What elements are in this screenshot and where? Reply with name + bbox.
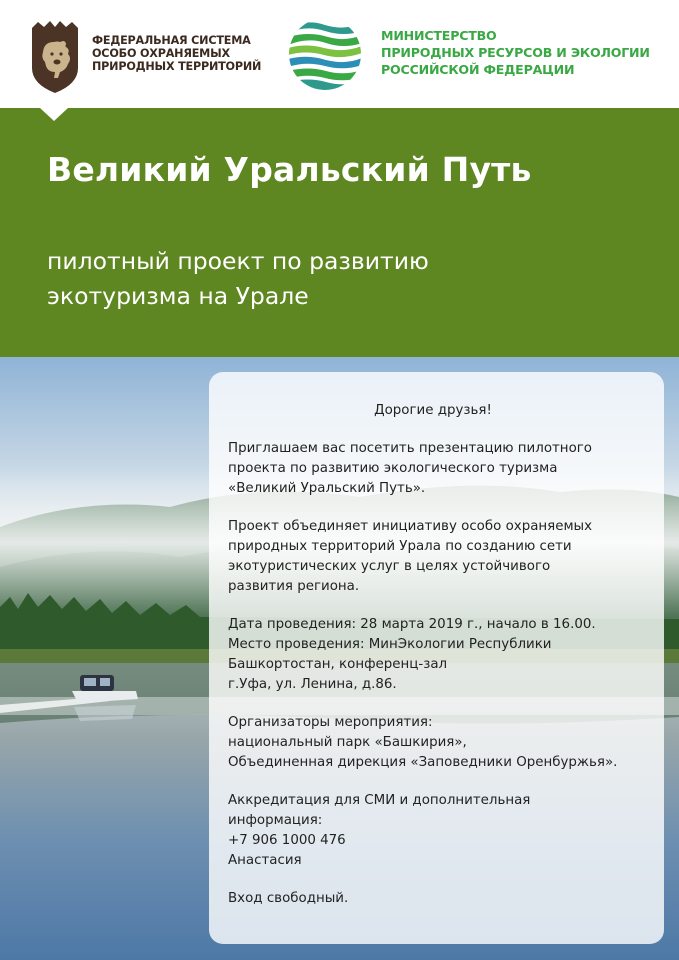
contact-line: Аккредитация для СМИ и дополнительная	[228, 793, 531, 808]
organizers-line: Организаторы мероприятия:	[228, 715, 433, 730]
waves-globe-icon	[288, 17, 362, 91]
subtitle-line: экотуризма на Урале	[47, 282, 309, 310]
entry-note: Вход свободный.	[228, 891, 349, 906]
intro-line: Приглашаем вас посетить презентацию пилотного	[228, 441, 592, 456]
project-paragraph	[228, 517, 658, 597]
fsoopt-name-line: ФЕДЕРАЛЬНАЯ СИСТЕМА	[92, 34, 251, 47]
project-line: Проект объединяет инициативу особо охраняемых	[228, 519, 593, 534]
intro-line: проекта по развитию экологического туризма	[228, 461, 558, 476]
event-date: Дата проведения: 28 марта 2019 г., начало в 16.00.	[228, 617, 596, 632]
banner-notch	[40, 108, 68, 121]
contact-person: Анастасия	[228, 853, 302, 868]
subtitle-line: пилотный проект по развитию	[47, 247, 429, 275]
fsoopt-name-line: ОСОБО ОХРАНЯЕМЫХ	[92, 47, 230, 60]
contact-line: информация:	[228, 813, 323, 828]
bear-shield-icon	[28, 18, 82, 94]
header	[0, 0, 679, 108]
greeting: Дорогие друзья!	[374, 403, 492, 418]
ministry-name-line: РОССИЙСКОЙ ФЕДЕРАЦИИ	[381, 62, 575, 77]
page-title: Великий Уральский Путь	[47, 150, 532, 189]
event-place: Башкортостан, конференц-зал	[228, 657, 448, 672]
intro-paragraph	[228, 439, 658, 499]
organizers-paragraph	[228, 713, 658, 773]
fsoopt-name	[92, 34, 272, 73]
event-paragraph	[228, 615, 658, 695]
organizers-line: Объединенная дирекция «Заповедники Оренбуржья».	[228, 755, 618, 770]
ministry-name-line: ПРИРОДНЫХ РЕСУРСОВ И ЭКОЛОГИИ	[381, 45, 650, 60]
project-line: развития региона.	[228, 579, 360, 594]
fsoopt-name-line: ПРИРОДНЫХ ТЕРРИТОРИЙ	[92, 60, 262, 73]
project-line: природных территорий Урала по созданию сети	[228, 539, 572, 554]
event-address: г.Уфа, ул. Ленина, д.86.	[228, 677, 397, 692]
intro-line: «Великий Уральский Путь».	[228, 481, 426, 496]
contact-paragraph	[228, 791, 658, 871]
contact-phone: +7 906 1000 476	[228, 833, 346, 848]
invitation-text	[228, 401, 658, 909]
organizers-line: национальный парк «Башкирия»,	[228, 735, 467, 750]
ministry-name	[381, 27, 671, 78]
title-banner	[0, 108, 679, 357]
project-line: экотуристических услуг в целях устойчивого	[228, 559, 551, 574]
page-subtitle	[47, 244, 429, 314]
ministry-name-line: МИНИСТЕРСТВО	[381, 28, 497, 43]
event-place: Место проведения: МинЭкологии Республики	[228, 637, 552, 652]
